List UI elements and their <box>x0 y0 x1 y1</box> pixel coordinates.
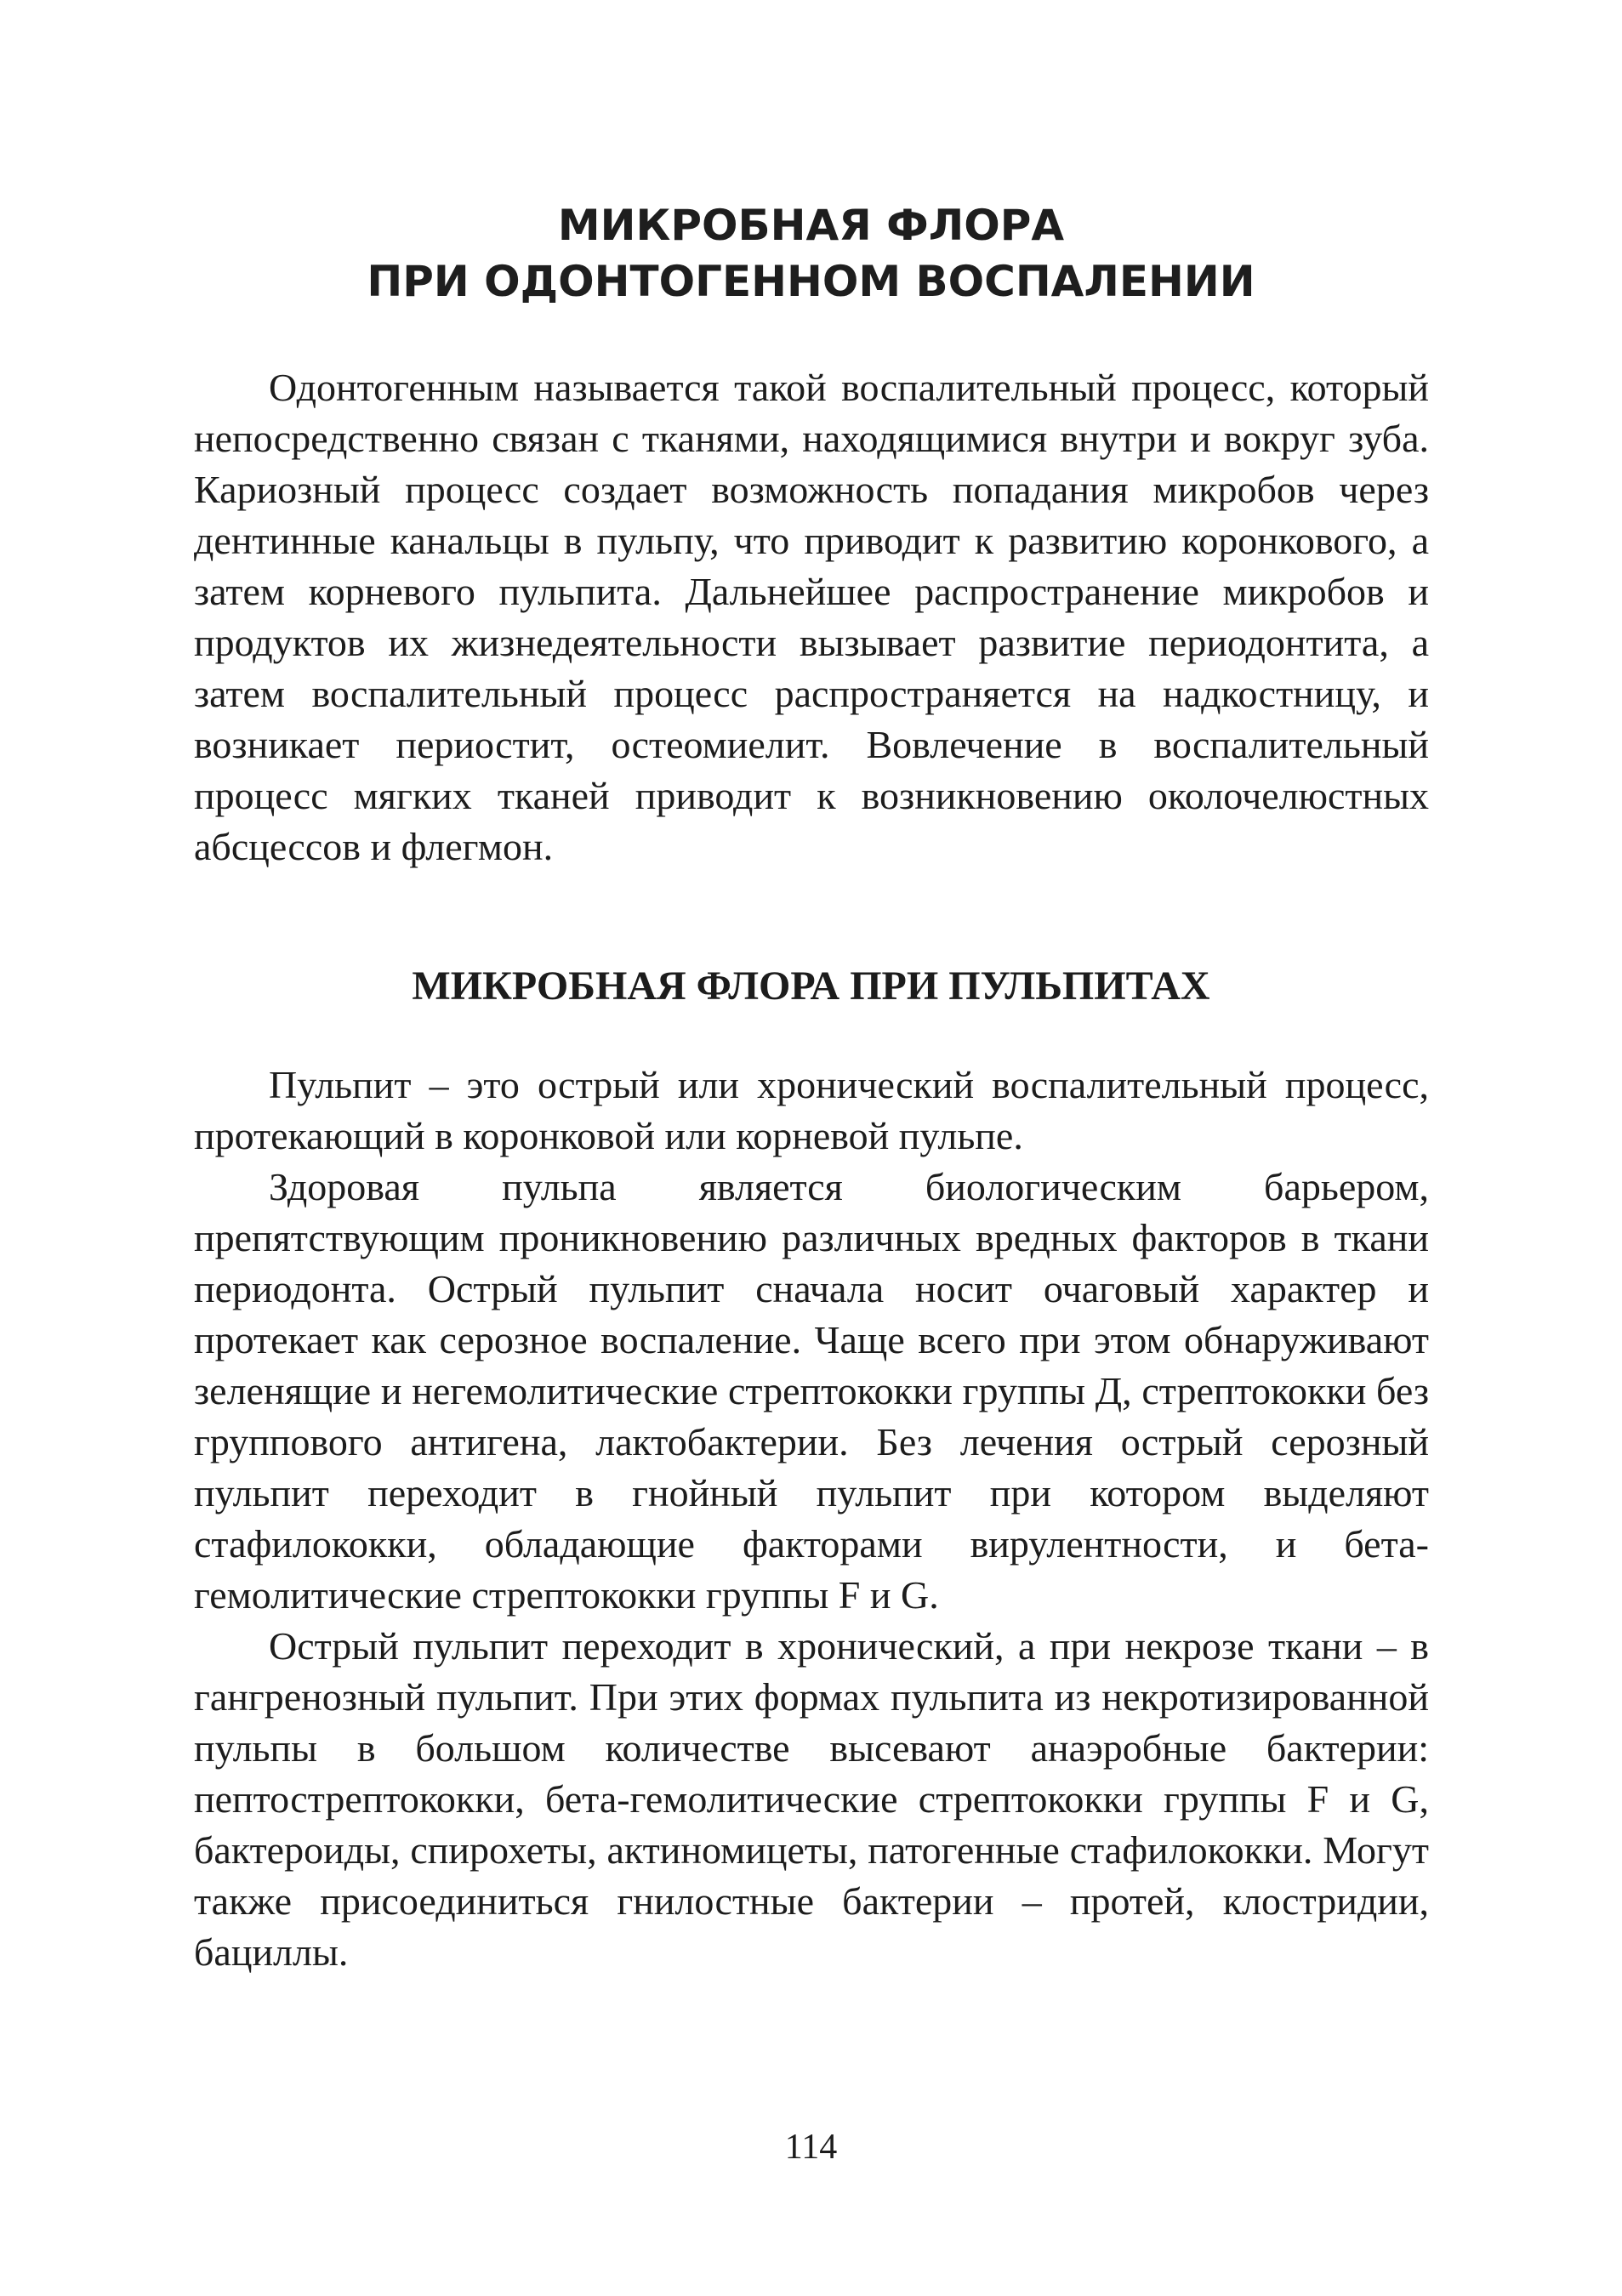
section-paragraph-3: Острый пульпит переходит в хронический, а при некрозе ткани – в гангренозный пульпит. При этих формах пульпита из некротизированной пульпы в большом количестве высевают анаэробные бактерии: пептострептококки, бета-гемолитические стрептококки группы F и G, бактероиды, спирохеты, актиномицеты, патогенные стафилококки. Могут также присоединиться гнилостные бактерии – протей, клостридии, бациллы. <box>194 1624 1429 1974</box>
intro-paragraph: Одонтогенным называется такой воспалительный процесс, который непосредственно связан с тканями, находящимися внутри и вокруг зуба. Кариозный процесс создает возможность попадания микробов через дентинные канальцы в пульпу, что приводит к развитию коронкового, а затем корневого пульпита. Дальнейшее распространение микробов и продуктов их жизнедеятельности вызывает развитие периодонтита, а затем воспалительный процесс распространяется на надкостницу, и возникает периостит, остеомиелит. Вовлечение в воспалительный процесс мягких тканей приводит к возникновению околочелюстных абсцессов и флегмон. <box>194 366 1429 868</box>
page-number: 114 <box>784 2128 838 2167</box>
section-paragraph-2: Здоровая пульпа является биологическим барьером, препятствующим проникновению различных вредных факторов в ткани периодонта. Острый пульпит сначала носит очаговый характер и протекает как серозное воспаление. Чаще всего при этом обнаруживают зеленящие и негемолитические стрептококки группы Д, стрептококки без группового антигена, лактобактерии. Без лечения острый серозный пульпит переходит в гнойный пульпит при котором выделяют стафилококки, обладающие факторами вирулентности, и бета-гемолитические стрептококки группы F и G. <box>194 1165 1429 1617</box>
intro-section <box>194 362 1429 872</box>
pulpitis-section <box>194 1060 1429 1978</box>
section-heading: МИКРОБНАЯ ФЛОРА ПРИ ПУЛЬПИТАХ <box>412 963 1210 1009</box>
section-paragraph-1: Пульпит – это острый или хронический воспалительный процесс, протекающий в коронковой или корневой пульпе. <box>194 1063 1429 1157</box>
page-title <box>0 197 1622 310</box>
title-line-2: ПРИ ОДОНТОГЕННОМ ВОСПАЛЕНИИ <box>367 257 1255 306</box>
title-line-1: МИКРОБНАЯ ФЛОРА <box>557 201 1065 250</box>
